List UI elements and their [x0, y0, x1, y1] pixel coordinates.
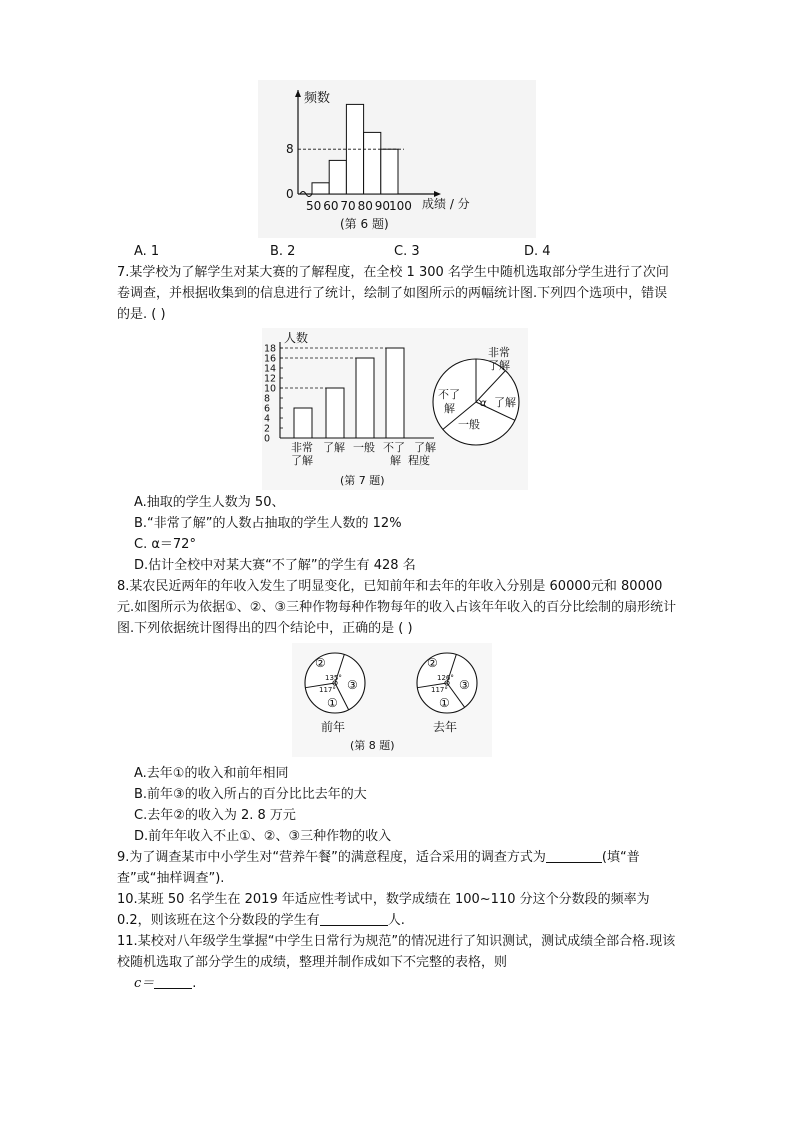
- q7-y-tick-label: 0: [264, 433, 271, 445]
- q6-histogram: [258, 80, 536, 238]
- q8-region-label: ①: [439, 696, 450, 710]
- q7-category-label: 了解: [291, 454, 313, 467]
- q8-number: 8.: [117, 579, 130, 594]
- q7-category-label: 不了: [383, 441, 405, 454]
- q8-angle-label: 117°: [319, 686, 336, 694]
- q8-region-label: ①: [327, 696, 338, 710]
- q9-text: [117, 847, 679, 889]
- q9-answer-blank[interactable]: [546, 848, 602, 863]
- q11-text-body: 某校对八年级学生掌握“中学生日常行为规范”的情况进行了知识测试，测试成绩全部合格.现该校随机选取了部分学生的成绩，整理并制作成如下不完整的表格，则: [117, 934, 676, 970]
- q7-y-tick-label: 4: [264, 413, 271, 425]
- q8-angle-label: 117°: [431, 686, 448, 694]
- q7-y-tick-label: 2: [264, 423, 271, 435]
- q11-text-after: .: [192, 976, 197, 991]
- q11-var-label: c＝: [134, 976, 155, 991]
- q7-category-label: 解: [390, 454, 401, 467]
- q6-x-tick: 100: [389, 199, 412, 213]
- q8-caption: (第 8 题): [350, 739, 395, 752]
- q7-y-tick-label: 10: [264, 383, 277, 395]
- q8-stem: [117, 576, 679, 639]
- q6-bar: [381, 149, 398, 194]
- q6-caption: (第 6 题): [340, 217, 389, 231]
- q6-option-d: D. 4: [524, 244, 551, 259]
- q10-text-before: 某班 50 名学生在 2019 年适应性考试中，数学成绩在 100~110 分这个分数段的频率为 0.2，则该班在这个分数段的学生有: [117, 892, 650, 928]
- q7-y-tick-label: 18: [264, 343, 277, 355]
- q8-stem-text: 某农民近两年的年收入发生了明显变化，已知前年和去年的年收入分别是 60000元和 80000元.如图所示为依据①、②、③三种作物每种作物每年的收入占该年年收入的百分比绘制的扇形统计图.下列依据统计图得出的四个结论中，正确的是 ( ): [117, 579, 677, 636]
- q8-region-label: ②: [315, 656, 326, 670]
- q8-option-b: B.前年③的收入所占的百分比比去年的大: [134, 787, 367, 802]
- q7-caption: (第 7 题): [340, 474, 385, 487]
- q7-option-d: D.估计全校中对某大赛“不了解”的学生有 428 名: [134, 558, 416, 573]
- q9-text-before: 为了调查某市中小学生对“营养午餐”的满意程度，适合采用的调查方式为: [129, 850, 546, 865]
- q7-stem-text: 某学校为了解学生对某大赛的了解程度，在全校 1 300 名学生中随机选取部分学生进行了次问卷调查，并根据收集到的信息进行了统计，绘制了如图所示的两幅统计图.下列四个选项中，错误的是. ( ): [117, 265, 669, 322]
- q6-bar: [329, 160, 346, 194]
- q7-pie-label: 非常: [488, 346, 510, 359]
- q7-category-label: 非常: [291, 441, 313, 454]
- q7-pie-label: 解: [444, 402, 455, 415]
- q6-x-tick: 90: [374, 199, 391, 213]
- q7-pie-label: 一般: [458, 418, 480, 431]
- q6-x-tick: 50: [306, 199, 322, 213]
- q8-option-a: A.去年①的收入和前年相同: [134, 766, 289, 781]
- q7-y-tick-label: 14: [264, 363, 277, 375]
- q7-option-a: A.抽取的学生人数为 50、: [134, 495, 285, 510]
- q7-pie-label: 了解: [494, 396, 516, 409]
- q8-region-label: ③: [459, 678, 470, 692]
- q7-y-tick-label: 12: [264, 373, 277, 385]
- q8-option-d: D.前年年收入不止①、②、③三种作物的收入: [134, 829, 392, 844]
- q7-x-axis-label: 程度: [408, 454, 430, 467]
- q7-stem: [117, 262, 679, 325]
- q8-region-label: ②: [427, 656, 438, 670]
- q8-region-label: ③: [347, 678, 358, 692]
- q7-y-tick-label: 8: [264, 393, 271, 405]
- q7-x-axis-label: 了解: [414, 441, 436, 454]
- q11-text: [117, 931, 679, 994]
- q8-option-c: C.去年②的收入为 2. 8 万元: [134, 808, 296, 823]
- q10-number: 10.: [117, 892, 138, 907]
- q11-answer-blank[interactable]: [154, 974, 192, 989]
- q7-y-tick-label: 16: [264, 353, 277, 365]
- q10-text: [117, 889, 679, 931]
- q8-pie-title: 去年: [433, 720, 458, 734]
- q7-bar: [326, 388, 344, 438]
- q7-option-b: B.“非常了解”的人数占抽取的学生人数的 12%: [134, 516, 402, 531]
- q10-answer-blank[interactable]: [320, 911, 388, 926]
- q9-number: 9.: [117, 850, 130, 865]
- q10-text-after: 人.: [387, 913, 405, 928]
- q8-figure: [292, 643, 492, 757]
- q7-bar: [386, 348, 404, 438]
- q7-option-c: C. α＝72°: [134, 537, 196, 552]
- q6-x-tick: 80: [357, 199, 373, 213]
- q7-bar: [294, 408, 312, 438]
- q6-x-axis-label: 成绩 / 分: [422, 197, 470, 211]
- q6-bar: [364, 132, 381, 194]
- q6-x-tick: 60: [323, 199, 339, 213]
- q6-option-c: C. 3: [394, 244, 420, 259]
- q7-pie-label: 了解: [488, 359, 510, 372]
- q7-pie-label: 不了: [438, 388, 460, 401]
- q8-pie-title: 前年: [321, 720, 346, 734]
- q8-angle-label: 126°: [437, 674, 454, 682]
- q7-category-label: 了解: [323, 441, 345, 454]
- q6-bar: [312, 183, 329, 194]
- q7-bar: [356, 358, 374, 438]
- q6-x-tick: 70: [340, 199, 356, 213]
- q11-number: 11.: [117, 934, 138, 949]
- q7-y-axis-label: 人数: [284, 331, 309, 345]
- q6-y-mark-8: 8: [286, 142, 294, 157]
- q6-y-mark-0: 0: [286, 187, 294, 201]
- q7-y-tick-label: 6: [264, 403, 271, 415]
- q7-pie-alpha-label: α: [480, 398, 487, 409]
- q9-text-after: (填“普查”或“抽样调查”).: [117, 850, 640, 886]
- q6-option-a: A. 1: [134, 244, 160, 259]
- q6-option-b: B. 2: [270, 244, 296, 259]
- q7-category-label: 一般: [353, 441, 375, 454]
- q7-figure: [262, 328, 528, 490]
- q8-angle-label: 135°: [325, 674, 342, 682]
- q7-number: 7.: [117, 265, 130, 280]
- q6-y-axis-label: 频数: [304, 91, 331, 106]
